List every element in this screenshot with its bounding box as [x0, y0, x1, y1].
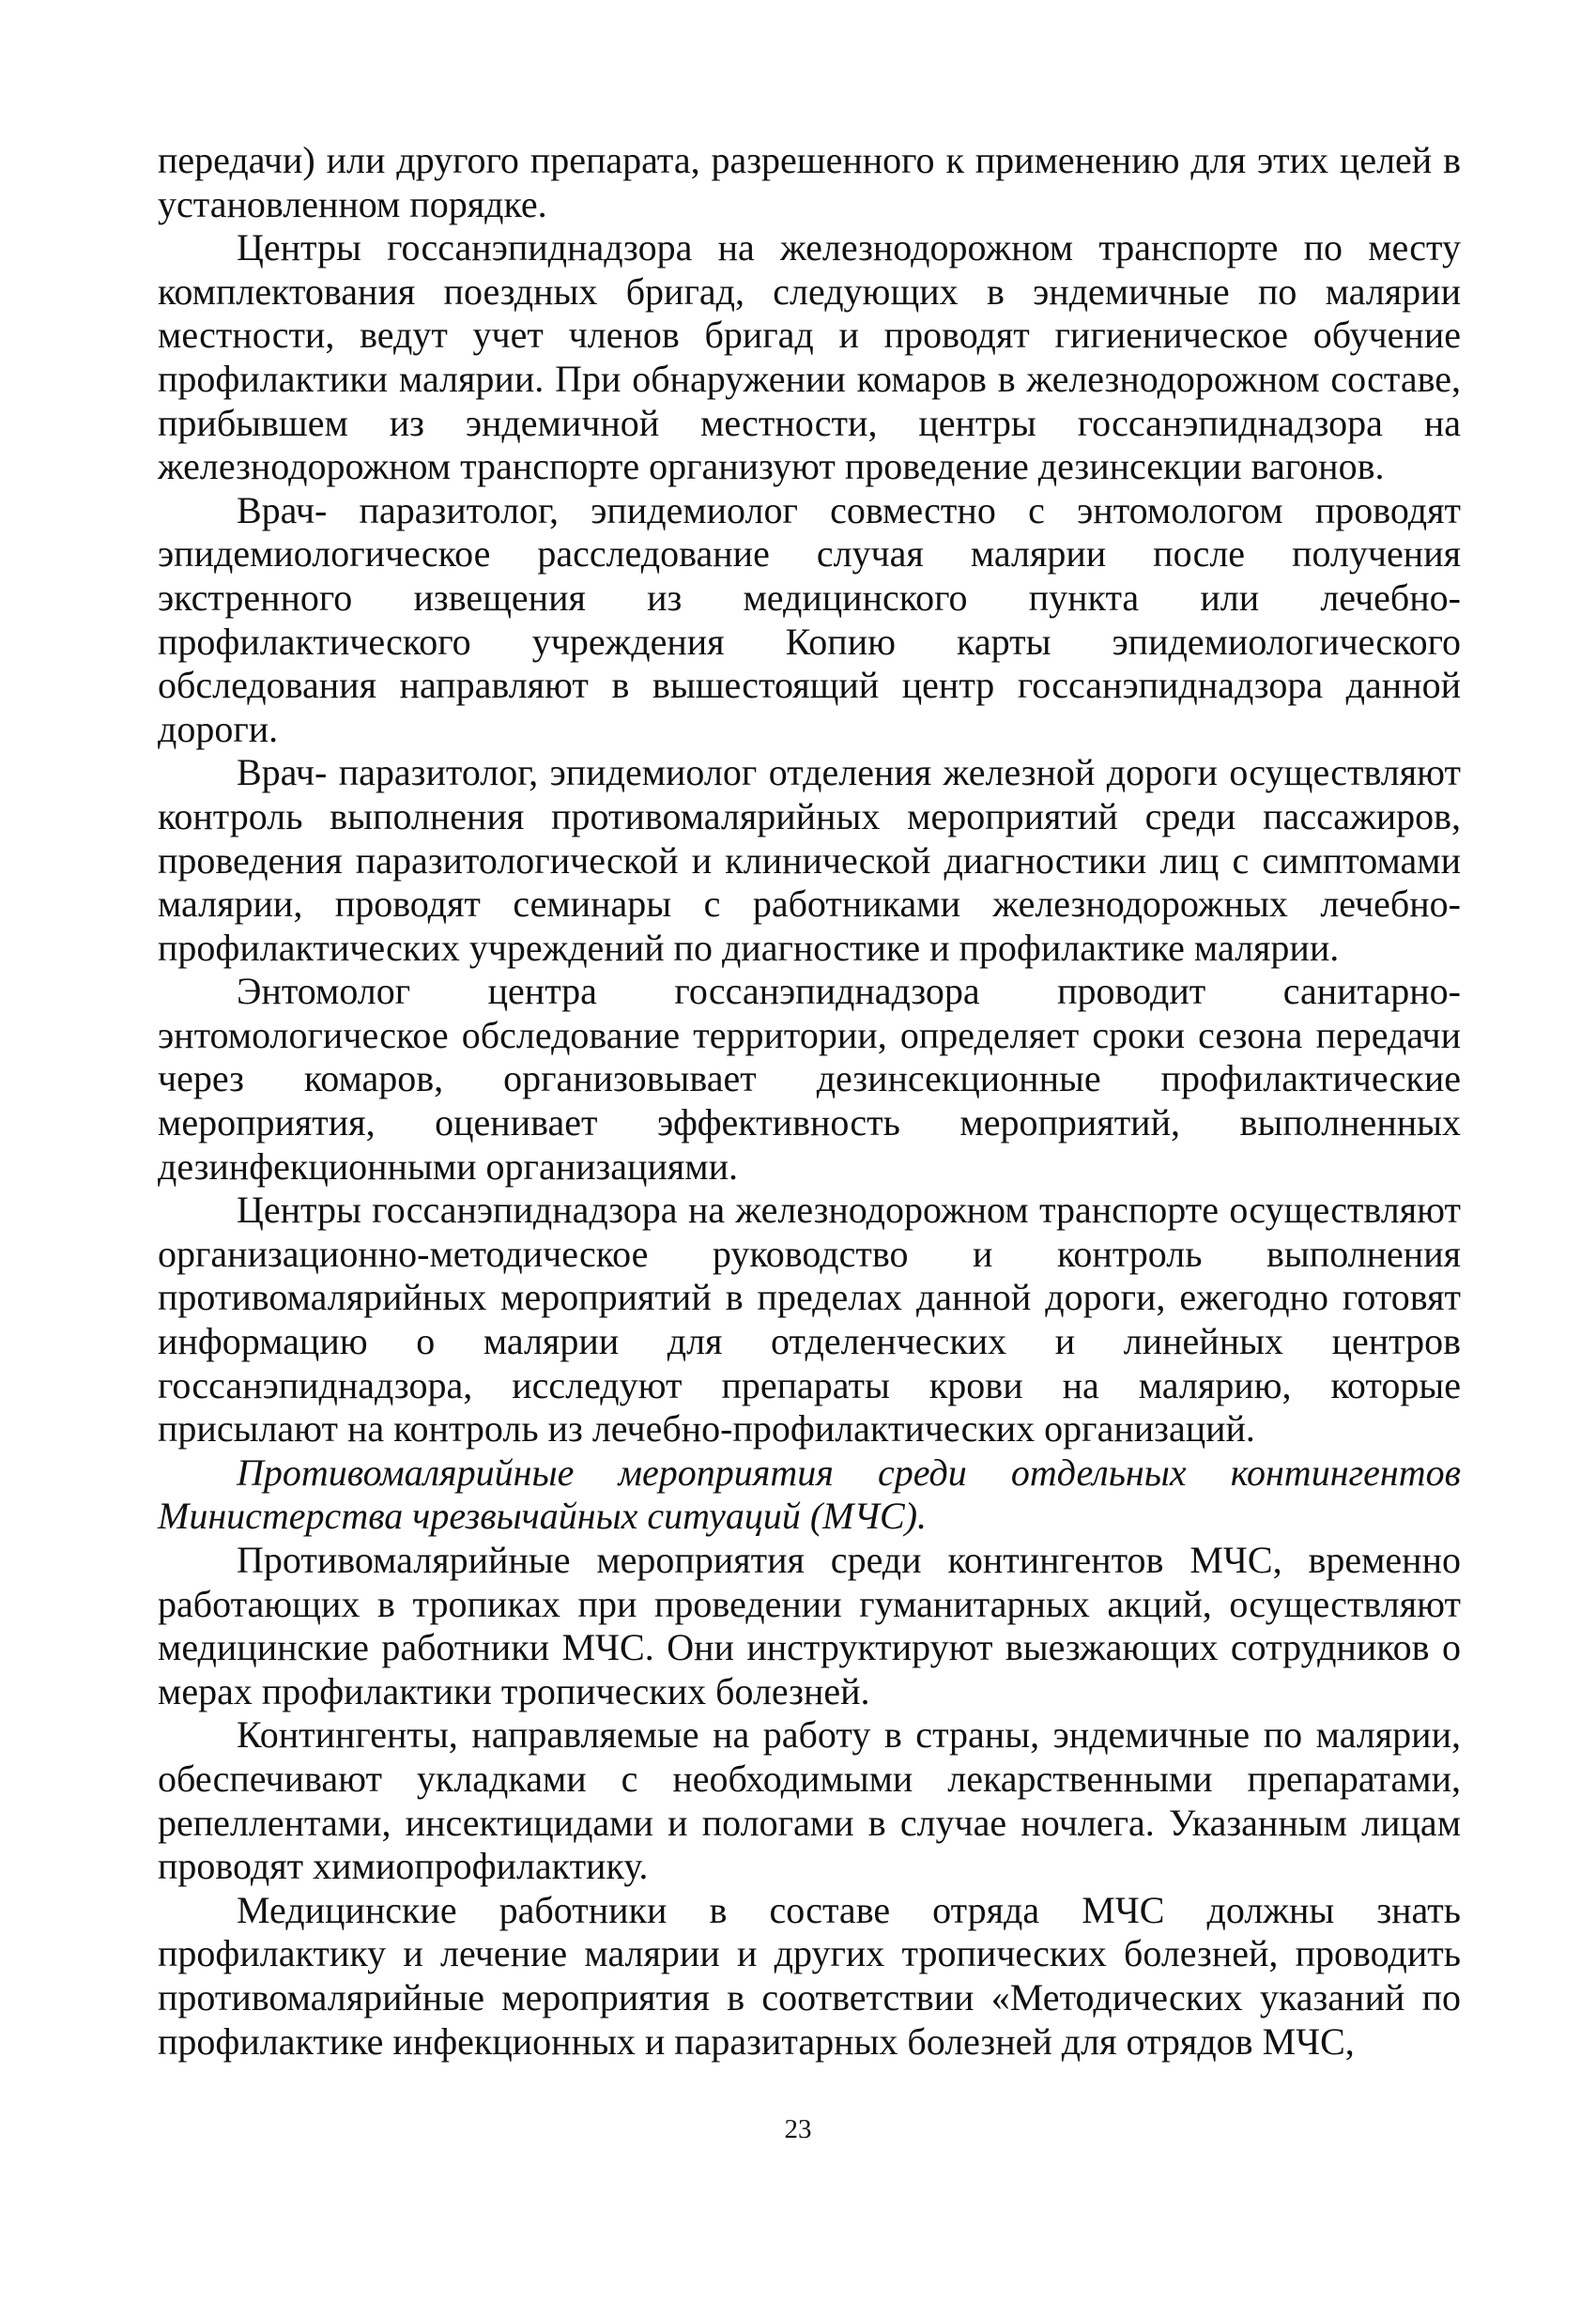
paragraph-parasitologist-control: Врач- паразитолог, эпидемиолог отделения железной дороги осуществляют контроль выполнения противомалярийных мероприятий среди пассажиров, проведения паразитологической и клинической диагностики лиц с симптомами малярии, проводят семинары с работниками железнодорожных лечебно-профилактических учреждений по диагностике и профилактике малярии.: [158, 751, 1461, 969]
paragraph-railway-centers: Центры госсанэпиднадзора на железнодорожном транспорте по месту комплектования поездных бригад, следующих в эндемичные по малярии местности, ведут учет членов бригад и проводят гигиеническое обучение профилактики малярии. При обнаружении комаров в железнодорожном составе, прибывшем из эндемичной местности, центры госсанэпиднадзора на железнодорожном транспорте организуют проведение дезинсекции вагонов.: [158, 226, 1461, 488]
paragraph-medical-workers: Медицинские работники в составе отряда МЧС должны знать профилактику и лечение малярии и других тропических болезней, проводить противомалярийные мероприятия в соответствии «Методических указаний по профилактике инфекционных и паразитарных болезней для отрядов МЧС,: [158, 1888, 1461, 2063]
paragraph-continuation: передачи) или другого препарата, разрешенного к применению для этих целей в установленном порядке.: [158, 139, 1461, 225]
paragraph-parasitologist-investigation: Врач- паразитолог, эпидемиолог совместно с энтомологом проводят эпидемиологическое расследование случая малярии после получения экстренного извещения из медицинского пункта или лечебно-профилактического учреждения Копию карты эпидемиологического обследования направляют в вышестоящий центр госсанэпиднадзора данной дороги.: [158, 488, 1461, 750]
page-number: 23: [784, 2114, 812, 2144]
body-text: [158, 139, 1461, 2064]
paragraph-railway-methodology: Центры госсанэпиднадзора на железнодорожном транспорте осуществляют организационно-методическое руководство и контроль выполнения противомалярийных мероприятий в пределах данной дороги, ежегодно готовят информацию о малярии для отделенческих и линейных центров госсанэпиднадзора, исследуют препараты крови на малярию, которые присылают на контроль из лечебно-профилактических организаций.: [158, 1189, 1461, 1451]
section-heading-emergency-ministry: Противомалярийные мероприятия среди отдельных контингентов Министерства чрезвычайных ситуаций (МЧС).: [158, 1451, 1461, 1538]
paragraph-contingents-supplies: Контингенты, направляемые на работу в страны, эндемичные по малярии, обеспечивают укладками с необходимыми лекарственными препаратами, репеллентами, инсектицидами и пологами в случае ночлега. Указанным лицам проводят химиопрофилактику.: [158, 1713, 1461, 1888]
paragraph-emergency-staff: Противомалярийные мероприятия среди контингентов МЧС, временно работающих в тропиках при проведении гуманитарных акций, осуществляют медицинские работники МЧС. Они инструктируют выезжающих сотрудников о мерах профилактики тропических болезней.: [158, 1539, 1461, 1712]
paragraph-entomologist: Энтомолог центра госсанэпиднадзора проводит санитарно-энтомологическое обследование территории, определяет сроки сезона передачи через комаров, организовывает дезинсекционные профилактические мероприятия, оценивает эффективность мероприятий, выполненных дезинфекционными организациями.: [158, 970, 1461, 1188]
